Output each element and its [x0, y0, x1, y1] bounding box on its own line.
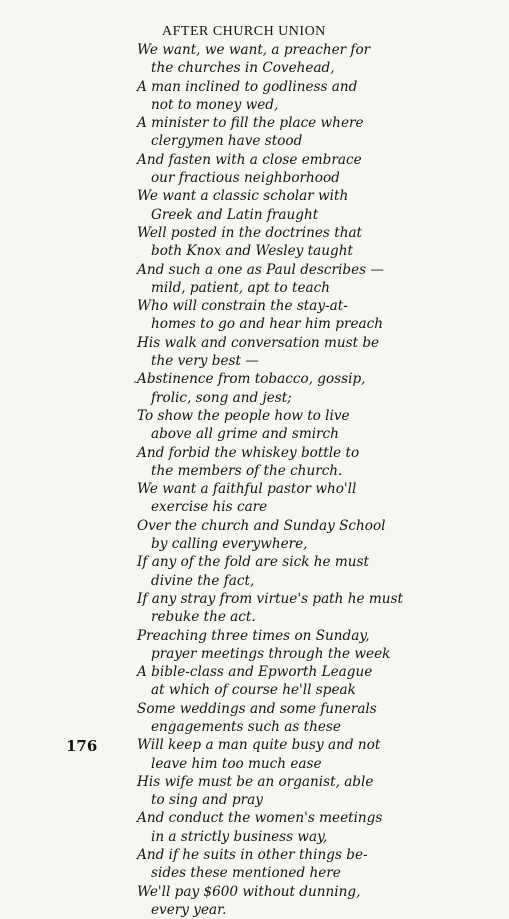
- poem-line: in a strictly business way,: [151, 828, 328, 845]
- poem-line: clergymen have stood: [151, 133, 303, 150]
- poem-line: Abstinence from tobacco, gossip,: [137, 371, 366, 388]
- print-speck: [134, 381, 136, 383]
- poem-line: to sing and pray: [151, 792, 263, 809]
- poem-line: Well posted in the doctrines that: [137, 224, 363, 241]
- poem-line: exercise his care: [151, 499, 268, 516]
- poem-line: If any stray from virtue's path he must: [137, 590, 403, 607]
- poem-line: We want, we want, a preacher for: [137, 42, 371, 58]
- poem-line: A bible-class and Epworth League: [137, 664, 373, 681]
- poem-line: leave him too much ease: [151, 755, 322, 772]
- poem-line: every year.: [151, 901, 227, 918]
- poem-line: His walk and conversation must be: [137, 334, 380, 351]
- poem-line: And fasten with a close embrace: [137, 151, 362, 168]
- poem-line: our fractious neighborhood: [151, 170, 340, 187]
- poem-line: Greek and Latin fraught: [151, 206, 319, 223]
- poem-line: the churches in Covehead,: [151, 60, 335, 77]
- poem-line: both Knox and Wesley taught: [151, 243, 353, 260]
- poem-line: the very best —: [151, 353, 259, 370]
- poem-line: sides these mentioned here: [151, 865, 341, 882]
- poem-line: A man inclined to godliness and: [137, 78, 358, 95]
- poem-line: rebuke the act.: [151, 609, 256, 626]
- poem-line: And conduct the women's meetings: [137, 810, 383, 827]
- poem-line: not to money wed,: [151, 96, 279, 113]
- poem-line: If any of the fold are sick he must: [137, 554, 369, 571]
- poem-line: homes to go and hear him preach: [151, 316, 383, 333]
- poem-line: To show the people how to live: [137, 407, 350, 424]
- poem-line: A minister to fill the place where: [137, 115, 364, 132]
- poem-line: above all grime and smirch: [151, 426, 339, 443]
- poem-line: We'll pay $600 without dunning,: [137, 883, 361, 900]
- poem-line: frolic, song and jest;: [151, 389, 292, 406]
- poem-line: the members of the church.: [151, 462, 343, 479]
- poem-line: And such a one as Paul describes —: [137, 261, 385, 278]
- poem-line: Will keep a man quite busy and not: [137, 737, 381, 754]
- poem-line: Over the church and Sunday School: [137, 517, 386, 534]
- poem-line: divine the fact,: [151, 572, 255, 589]
- poem-line: prayer meetings through the week: [151, 645, 391, 662]
- poem-line: We want a classic scholar with: [137, 188, 349, 205]
- poem-line: And if he suits in other things be-: [137, 847, 368, 864]
- poem-line: Who will constrain the stay-at-: [137, 298, 348, 315]
- poem-line: Some weddings and some funerals: [137, 700, 377, 717]
- poem-body: [137, 41, 403, 919]
- poem-line: by calling everywhere,: [151, 536, 308, 553]
- poem-line: His wife must be an organist, able: [137, 773, 374, 790]
- poem-line: mild, patient, apt to teach: [151, 279, 330, 296]
- poem-line: We want a faithful pastor who'll: [137, 481, 357, 498]
- poem-line: at which of course he'll speak: [151, 682, 356, 699]
- poem-title: AFTER CHURCH UNION: [162, 24, 326, 39]
- page-number: 176: [66, 737, 98, 755]
- poem-line: Preaching three times on Sunday,: [137, 627, 370, 644]
- poem-line: And forbid the whiskey bottle to: [137, 444, 360, 461]
- poem-line: engagements such as these: [151, 718, 341, 735]
